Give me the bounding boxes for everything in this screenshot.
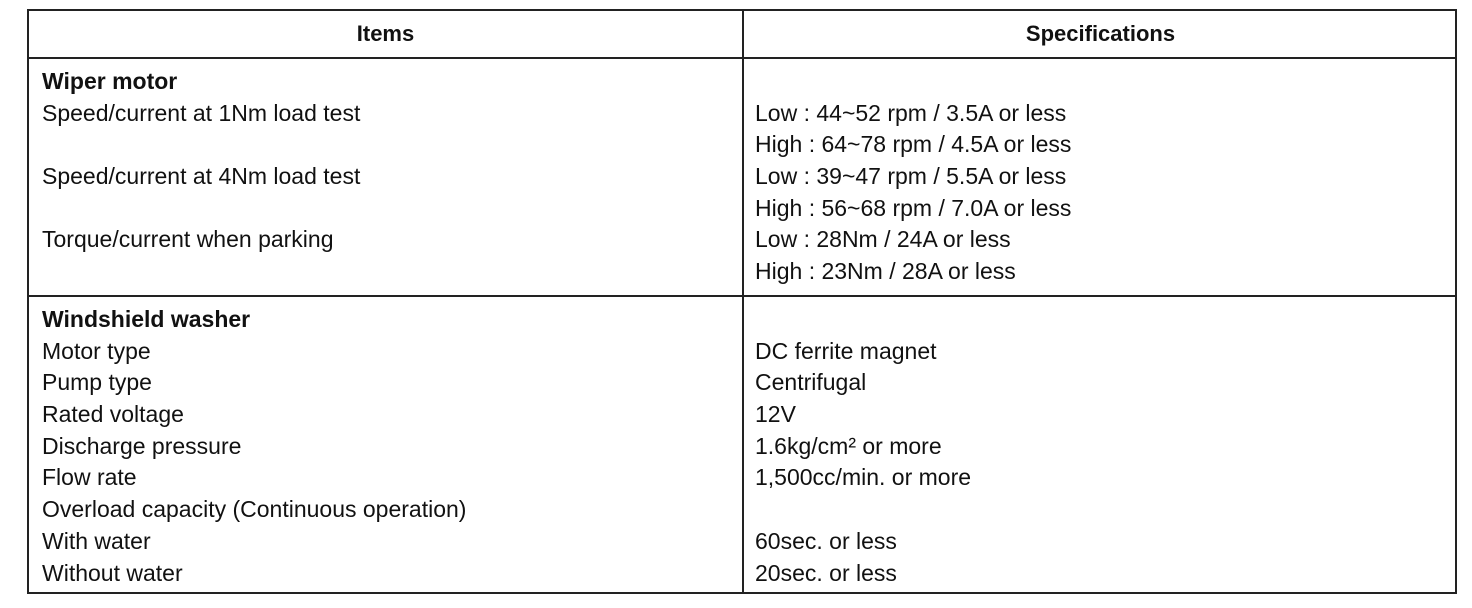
header-items: Items: [356, 21, 415, 46]
spec-table: [27, 9, 1457, 594]
spec-pump-type: Centrifugal: [755, 369, 867, 396]
spec-blank: [755, 304, 971, 336]
wiper-motor-items: [42, 66, 360, 256]
item-overload-capacity: Overload capacity (Continuous operation): [42, 496, 467, 523]
spec-1nm-high: High : 64~78 rpm / 4.5A or less: [755, 131, 1072, 158]
item-motor-type: Motor type: [42, 337, 151, 364]
spec-parking-high: High : 23Nm / 28A or less: [755, 258, 1016, 285]
spec-1nm-low: Low : 44~52 rpm / 3.5A or less: [755, 99, 1067, 126]
item-discharge-pressure: Discharge pressure: [42, 432, 242, 459]
item-speed-current-4nm: Speed/current at 4Nm load test: [42, 163, 361, 190]
item-blank: [42, 193, 360, 225]
item-pump-type: Pump type: [42, 369, 152, 396]
windshield-washer-specs: [755, 304, 971, 589]
item-without-water: Without water: [42, 559, 183, 586]
header-divider: [29, 57, 1455, 59]
column-divider: [742, 11, 744, 592]
spec-rated-voltage: 12V: [755, 401, 796, 428]
spec-parking-low: Low : 28Nm / 24A or less: [755, 226, 1011, 253]
spec-with-water: 60sec. or less: [755, 527, 897, 554]
windshield-washer-items: [42, 304, 466, 589]
section-title-wiper-motor: Wiper motor: [42, 68, 178, 94]
item-speed-current-1nm: Speed/current at 1Nm load test: [42, 99, 361, 126]
item-with-water: With water: [42, 527, 151, 554]
wiper-motor-specs: [755, 66, 1071, 288]
spec-blank: [755, 494, 971, 526]
section-title-windshield-washer: Windshield washer: [42, 306, 251, 332]
item-blank: [42, 129, 360, 161]
section-divider: [29, 295, 1455, 297]
spec-discharge-pressure: 1.6kg/cm² or more: [755, 432, 942, 459]
spec-4nm-low: Low : 39~47 rpm / 5.5A or less: [755, 163, 1067, 190]
item-torque-current-parking: Torque/current when parking: [42, 226, 334, 253]
spec-4nm-high: High : 56~68 rpm / 7.0A or less: [755, 194, 1072, 221]
header-specifications: Specifications: [1025, 21, 1176, 46]
item-flow-rate: Flow rate: [42, 464, 137, 491]
item-rated-voltage: Rated voltage: [42, 401, 184, 428]
spec-blank: [755, 66, 1071, 98]
spec-flow-rate: 1,500cc/min. or more: [755, 464, 972, 491]
spec-without-water: 20sec. or less: [755, 559, 897, 586]
spec-motor-type: DC ferrite magnet: [755, 337, 937, 364]
